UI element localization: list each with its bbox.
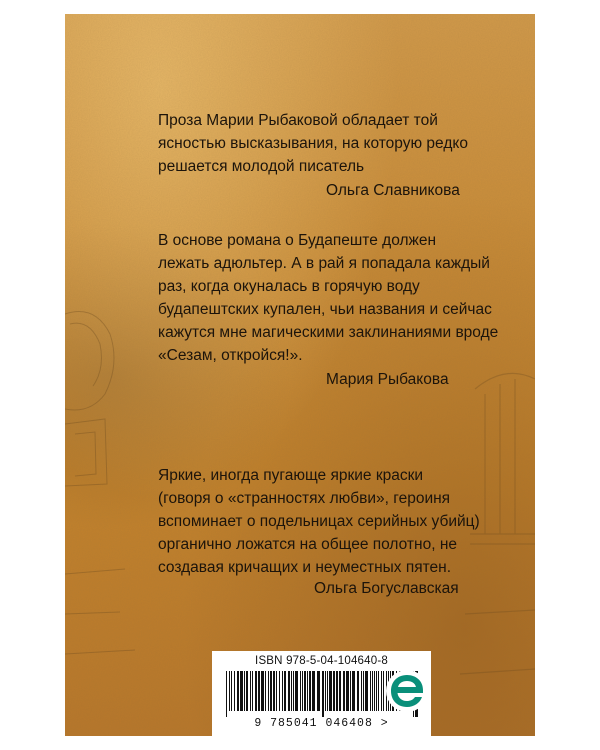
quote-line: раз, когда окуналась в горячую воду	[158, 278, 420, 295]
quote-1-author: Ольга Славникова	[326, 182, 460, 199]
eksmo-logo-icon	[385, 669, 429, 713]
quote-line: «Сезам, откройся!».	[158, 347, 303, 364]
isbn-label: ISBN 978-5-04-104640-8	[255, 655, 388, 667]
quote-line: Яркие, иногда пугающе яркие краски	[158, 467, 424, 484]
quote-1-text	[158, 109, 468, 178]
quote-line: ясностью высказывания, на которую редко	[158, 135, 468, 152]
quote-3-author: Ольга Богуславская	[314, 580, 459, 597]
book-back-cover	[65, 14, 535, 736]
quote-2-text	[158, 229, 498, 367]
quote-line: органично ложатся на общее полотно, не	[158, 536, 457, 553]
quote-line: создавая кричащих и неуместных пятен.	[158, 559, 452, 576]
quote-line: Проза Марии Рыбаковой обладает той	[158, 112, 438, 129]
quote-line: кажутся мне магическими заклинаниями вроде	[158, 324, 499, 341]
quote-line: будапештских купален, чьи названия и сейчас	[158, 301, 492, 318]
quote-line: лежать адюльтер. А в рай я попадала каждый	[158, 255, 490, 272]
barcode-digits: 9 785041 046408 >	[254, 717, 389, 730]
quote-line: В основе романа о Будапеште должен	[158, 232, 437, 249]
quote-line: (говоря о «странностях любви», героиня	[158, 490, 451, 507]
quote-3-text	[158, 464, 480, 579]
quote-line: решается молодой писатель	[158, 158, 365, 175]
quote-line: вспоминает о подельницах серийных убийц)	[158, 513, 480, 530]
quote-2-author: Мария Рыбакова	[326, 371, 449, 388]
